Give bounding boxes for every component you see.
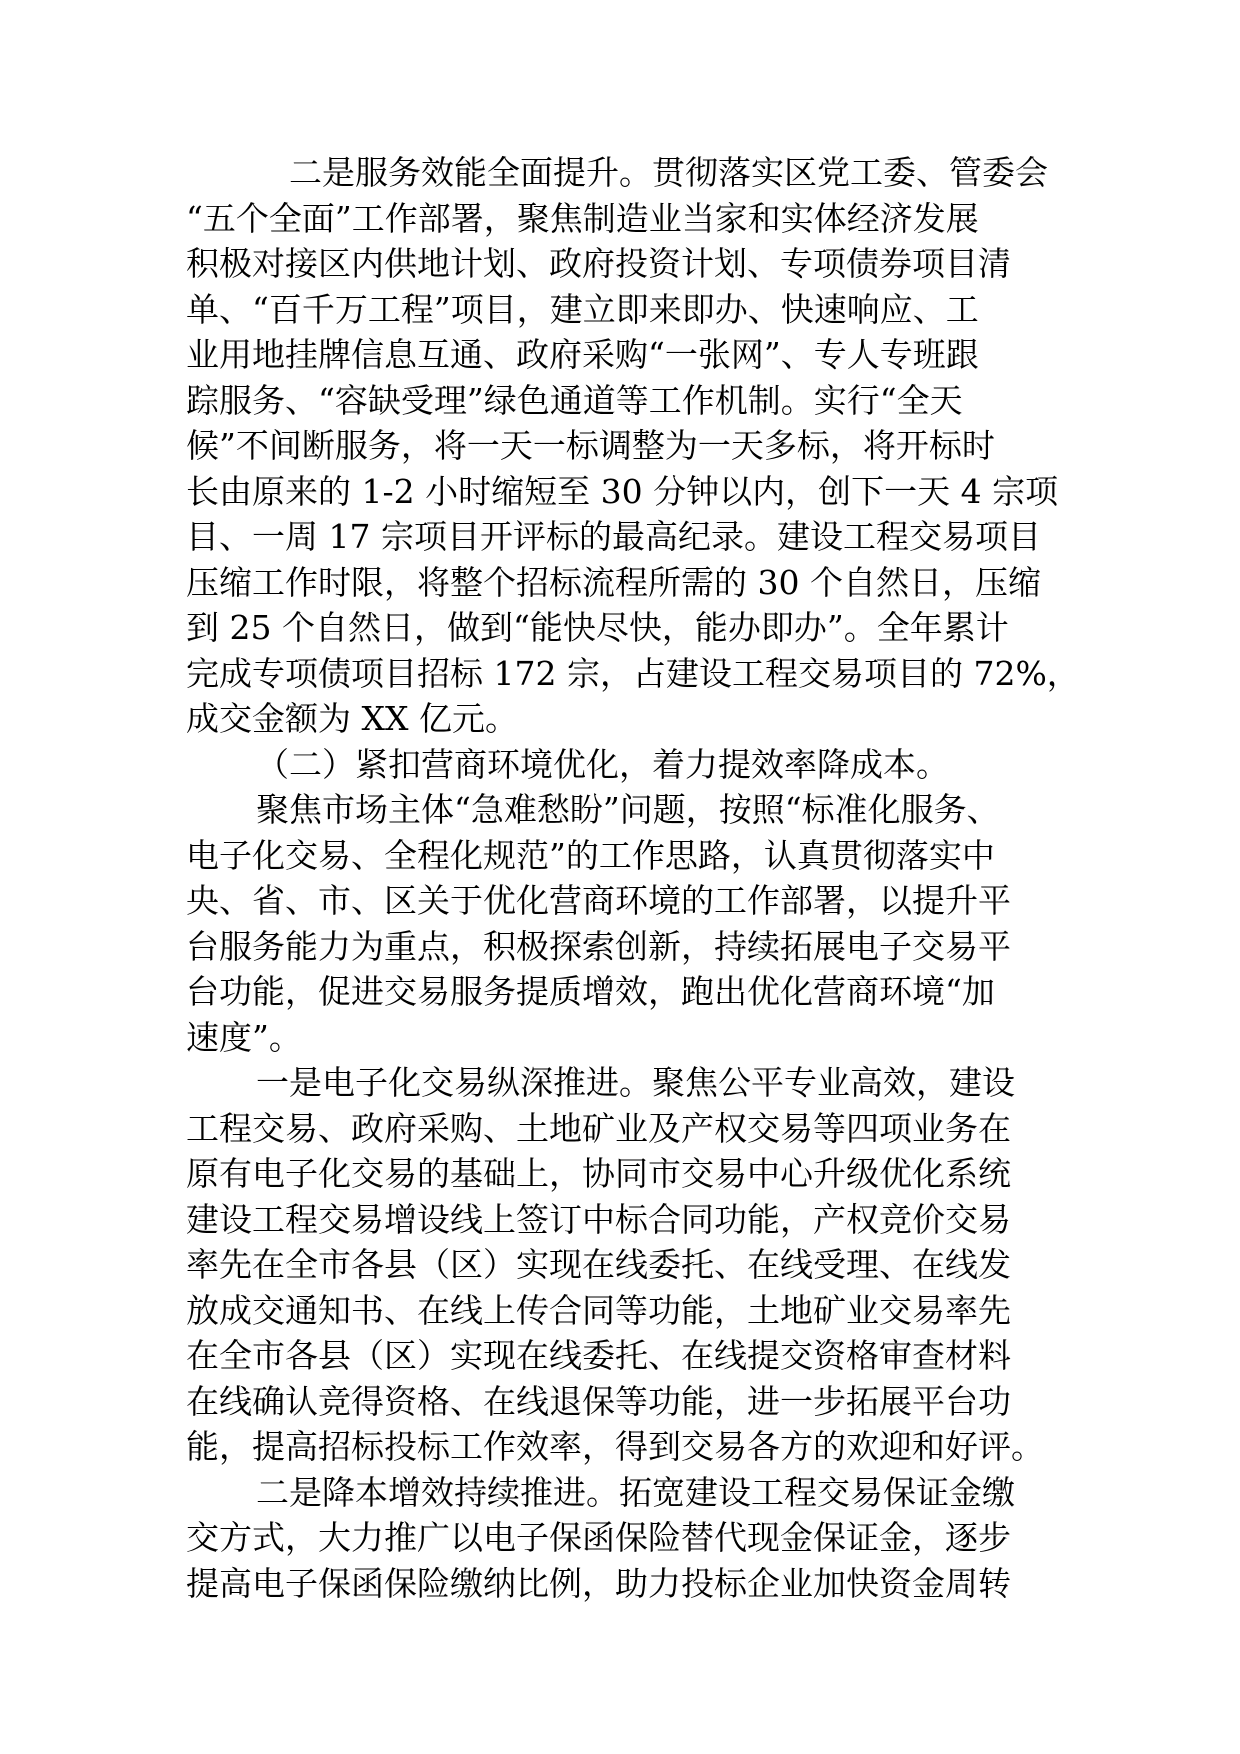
paragraph-line: 候”不间断服务，将一天一标调整为一天多标，将开标时 <box>186 426 995 465</box>
paragraph-line: 二是降本增效持续推进。拓宽建设工程交易保证金缴 <box>256 1472 1015 1512</box>
paragraph-line: 台功能，促进交易服务提质增效，跑出优化营商环境“加 <box>186 972 995 1011</box>
paragraph-line: 率先在全市各县（区）实现在线委托、在线受理、在线发 <box>186 1245 1011 1284</box>
paragraph-line: 放成交通知书、在线上传合同等功能，土地矿业交易率先 <box>186 1290 1011 1330</box>
paragraph-line: 压缩工作时限，将整个招标流程所需的 30 个自然日，压缩 <box>186 562 1041 602</box>
paragraph-line: 能，提高招标投标工作效率，得到交易各方的欢迎和好评。 <box>186 1427 1044 1466</box>
section-heading: （二）紧扣营商环境优化，着力提效率降成本。 <box>256 744 949 784</box>
paragraph-line: 长由原来的 1-2 小时缩短至 30 分钟以内，创下一天 4 宗项 <box>186 471 1059 511</box>
paragraph-line: 在线确认竞得资格、在线退保等功能，进一步拓展平台功 <box>186 1381 1011 1421</box>
paragraph-line: 积极对接区内供地计划、政府投资计划、专项债券项目清 <box>186 244 1011 283</box>
paragraph-line: 工程交易、政府采购、土地矿业及产权交易等四项业务在 <box>186 1108 1011 1148</box>
paragraph-line: 央、省、市、区关于优化营商环境的工作部署，以提升平 <box>186 881 1011 920</box>
paragraph-line: 成交金额为 XX 亿元。 <box>186 699 518 738</box>
paragraph-line: 单、“百千万工程”项目，建立即来即办、快速响应、工 <box>186 289 979 329</box>
paragraph-line: 踪服务、“容缺受理”绿色通道等工作机制。实行“全天 <box>186 380 963 420</box>
paragraph-line: 原有电子化交易的基础上，协同市交易中心升级优化系统 <box>186 1154 1011 1193</box>
paragraph-line: 目、一周 17 宗项目开评标的最高纪录。建设工程交易项目 <box>186 517 1041 556</box>
paragraph-line: 到 25 个自然日，做到“能快尽快，能办即办”。全年累计 <box>186 608 1009 647</box>
paragraph-line: 速度”。 <box>186 1017 302 1057</box>
paragraph-line: 交方式，大力推广以电子保函保险替代现金保证金，逐步 <box>186 1518 1011 1557</box>
paragraph-line: 在全市各县（区）实现在线委托、在线提交资格审查材料 <box>186 1336 1011 1375</box>
paragraph-line: 台服务能力为重点，积极探索创新，持续拓展电子交易平 <box>186 926 1011 966</box>
document-body <box>186 150 1080 1606</box>
paragraph-line: 建设工程交易增设线上签订中标合同功能，产权竞价交易 <box>186 1199 1011 1239</box>
paragraph-line: 业用地挂牌信息互通、政府采购“一张网”、专人专班跟 <box>186 335 979 374</box>
paragraph-line: 完成专项债项目招标 172 宗，占建设工程交易项目的 72%， <box>186 653 1080 693</box>
paragraph-line: 二是服务效能全面提升。贯彻落实区党工委、管委会 <box>256 153 1048 192</box>
paragraph-line: 提高电子保函保险缴纳比例，助力投标企业加快资金周转 <box>186 1563 1011 1603</box>
paragraph-line: 电子化交易、全程化规范”的工作思路，认真贯彻落实中 <box>186 835 995 875</box>
paragraph-line: “五个全面”工作部署，聚焦制造业当家和实体经济发展 <box>186 198 979 238</box>
paragraph-line: 一是电子化交易纵深推进。聚焦公平专业高效，建设 <box>256 1063 1015 1102</box>
paragraph-line: 聚焦市场主体“急难愁盼”问题，按照“标准化服务、 <box>256 790 1000 829</box>
